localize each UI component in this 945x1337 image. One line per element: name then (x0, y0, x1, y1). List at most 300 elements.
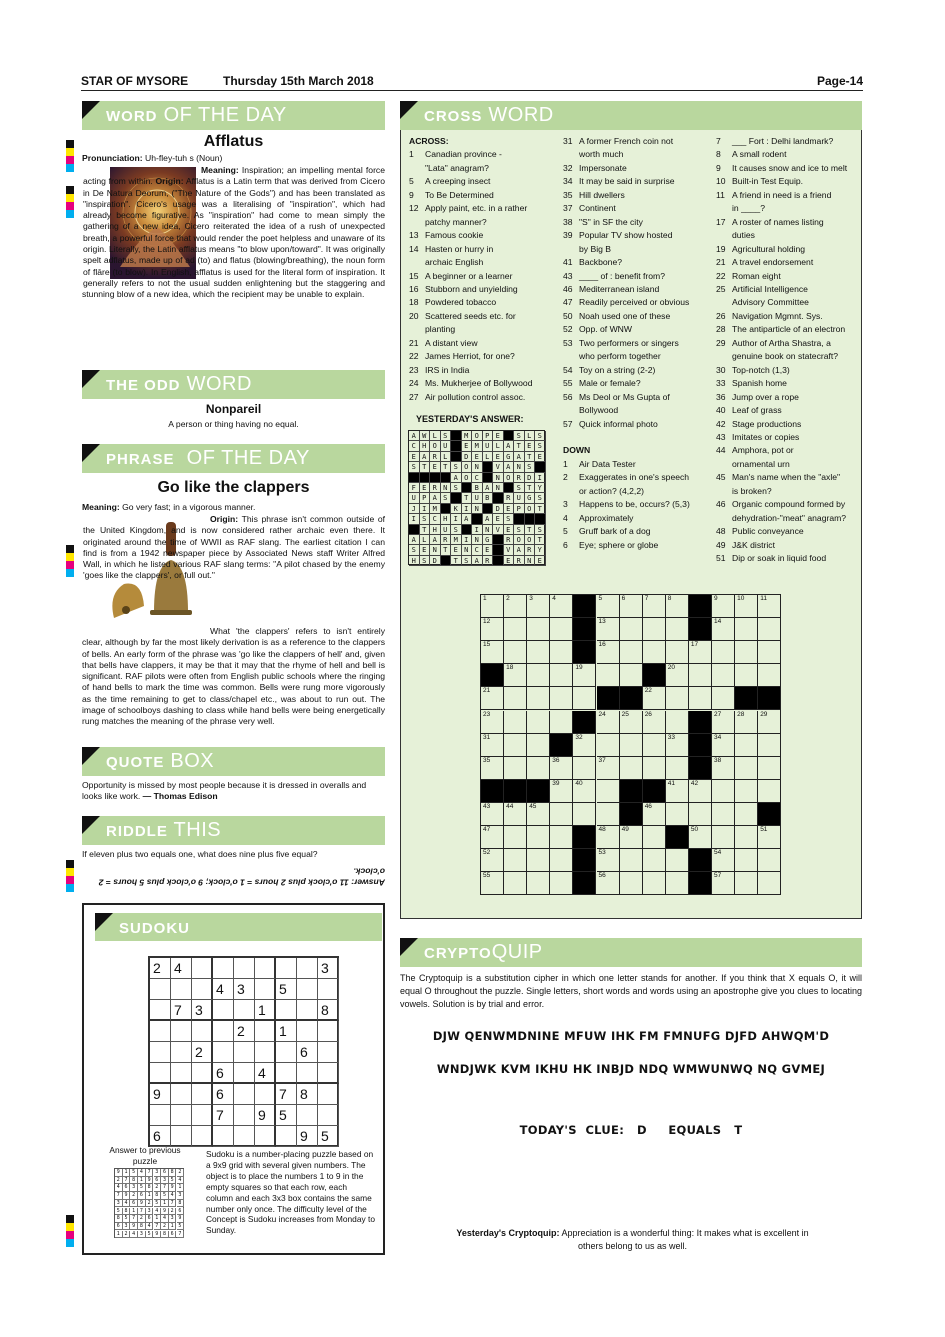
crossword-cell[interactable]: 27 (712, 711, 735, 734)
sudoku-cell[interactable] (234, 1126, 255, 1147)
crossword-cell[interactable] (527, 872, 550, 895)
crossword-cell[interactable]: 37 (597, 757, 620, 780)
sudoku-cell[interactable] (150, 1021, 171, 1042)
crossword-cell[interactable] (504, 687, 527, 710)
clue-text: Exaggerates in one's speech (579, 472, 690, 483)
crossword-cell[interactable] (735, 780, 758, 803)
mini-cell: 8 (130, 1177, 138, 1185)
crossword-cell[interactable] (758, 664, 781, 687)
sudoku-cell[interactable] (213, 1126, 234, 1147)
sudoku-cell[interactable] (150, 1105, 171, 1126)
mini-cell: 6 (169, 1231, 177, 1239)
crossword-cell[interactable] (504, 757, 527, 780)
crossword-cell[interactable] (735, 872, 758, 895)
crossword-cell[interactable]: 51 (758, 826, 781, 849)
sudoku-cell[interactable]: 8 (297, 1084, 318, 1105)
answer-cell: N (525, 556, 536, 566)
answer-cell: T (535, 504, 546, 514)
crossword-cell[interactable] (712, 826, 735, 849)
crossword-cell[interactable] (712, 803, 735, 826)
sudoku-cell[interactable]: 7 (171, 1000, 192, 1021)
crossword-cell[interactable] (550, 641, 573, 664)
crossword-cell[interactable]: 1 (481, 595, 504, 618)
sudoku-cell[interactable] (297, 1063, 318, 1084)
crossword-cell[interactable] (527, 687, 550, 710)
sudoku-cell[interactable]: 4 (171, 958, 192, 979)
crossword-cell[interactable] (735, 734, 758, 757)
sudoku-cell[interactable]: 6 (150, 1126, 171, 1147)
crossword-cell[interactable] (643, 757, 666, 780)
clue-text: Roman eight (732, 270, 781, 281)
clue-number: 17 (716, 216, 726, 227)
sudoku-cell[interactable] (171, 1126, 192, 1147)
sudoku-cell[interactable] (318, 1084, 339, 1105)
answer-cell: S (514, 525, 525, 535)
clue-number: 44 (716, 445, 726, 456)
crossword-cell[interactable] (689, 803, 712, 826)
clue-number: 23 (409, 364, 419, 375)
crossword-cell[interactable]: 47 (481, 826, 504, 849)
sudoku-cell[interactable]: 6 (297, 1042, 318, 1063)
sudoku-cell[interactable]: 5 (276, 979, 297, 1000)
sudoku-cell[interactable]: 4 (213, 979, 234, 1000)
crossword-cell[interactable] (527, 618, 550, 641)
crossword-cell[interactable] (666, 711, 689, 734)
crossword-cell[interactable]: 13 (597, 618, 620, 641)
crossword-cell[interactable]: 26 (643, 711, 666, 734)
crossword-cell[interactable] (758, 780, 781, 803)
sudoku-cell[interactable] (276, 1126, 297, 1147)
crossword-cell[interactable]: 8 (666, 595, 689, 618)
crossword-cell[interactable]: 10 (735, 595, 758, 618)
crossword-cell[interactable] (758, 872, 781, 895)
crossword-cell[interactable]: 40 (573, 780, 596, 803)
crossword-cell[interactable]: 45 (527, 803, 550, 826)
sudoku-cell[interactable] (276, 1042, 297, 1063)
sudoku-cell[interactable] (234, 1000, 255, 1021)
mini-cell: 7 (130, 1215, 138, 1223)
clue-item (563, 404, 713, 417)
crossword-cell[interactable] (597, 803, 620, 826)
answer-cell: M (462, 431, 473, 441)
crossword-cell[interactable] (758, 734, 781, 757)
sudoku-cell[interactable] (318, 1105, 339, 1126)
sudoku-cell[interactable]: 9 (297, 1126, 318, 1147)
crossword-cell[interactable]: 24 (597, 711, 620, 734)
clue-text: Artificial Intelligence (732, 283, 808, 294)
sudoku-cell[interactable] (192, 1105, 213, 1126)
crossword-cell[interactable] (666, 849, 689, 872)
crossword-cell[interactable] (527, 826, 550, 849)
answer-cell: L (493, 441, 504, 451)
sudoku-cell[interactable]: 8 (318, 1000, 339, 1021)
answer-cell: A (483, 514, 494, 524)
sudoku-cell[interactable] (255, 979, 276, 1000)
crossword-cell[interactable]: 55 (481, 872, 504, 895)
answer-cell: T (441, 545, 452, 555)
mini-cell: 4 (138, 1169, 146, 1177)
sudoku-cell[interactable] (150, 979, 171, 1000)
crossword-cell[interactable] (550, 803, 573, 826)
crossword-cell[interactable] (758, 641, 781, 664)
crossword-cell[interactable] (643, 734, 666, 757)
crossword-cell[interactable] (504, 734, 527, 757)
sudoku-cell[interactable]: 2 (150, 958, 171, 979)
crossword-cell[interactable]: 48 (597, 826, 620, 849)
sudoku-cell[interactable]: 5 (276, 1105, 297, 1126)
crossword-cell[interactable] (504, 826, 527, 849)
crossword-cell[interactable] (666, 618, 689, 641)
crossword-cell[interactable]: 22 (643, 687, 666, 710)
crossword-cell[interactable]: 31 (481, 734, 504, 757)
clue-text: It causes snow and ice to melt (732, 162, 848, 173)
crossword-block (689, 618, 712, 641)
mini-cell: 8 (154, 1192, 162, 1200)
sudoku-cell[interactable] (171, 1084, 192, 1105)
sudoku-cell[interactable]: 4 (255, 1063, 276, 1084)
crossword-cell[interactable] (643, 849, 666, 872)
crossword-cell[interactable]: 33 (666, 734, 689, 757)
crossword-cell[interactable] (550, 711, 573, 734)
sudoku-cell[interactable]: 2 (234, 1021, 255, 1042)
sudoku-cell[interactable] (171, 1063, 192, 1084)
crossword-cell[interactable]: 41 (666, 780, 689, 803)
clue-item (716, 296, 861, 309)
sudoku-cell[interactable] (192, 1126, 213, 1147)
sudoku-cell[interactable] (213, 1021, 234, 1042)
clue-item (716, 552, 861, 565)
sudoku-cell[interactable] (234, 1105, 255, 1126)
sudoku-cell[interactable]: 3 (234, 979, 255, 1000)
crossword-cell[interactable] (666, 641, 689, 664)
sudoku-cell[interactable] (234, 1042, 255, 1063)
sudoku-cell[interactable]: 1 (276, 1021, 297, 1042)
clue-text: Male or female? (579, 378, 641, 389)
sudoku-cell[interactable] (297, 979, 318, 1000)
crossword-cell[interactable] (643, 618, 666, 641)
crossword-cell[interactable]: 20 (666, 664, 689, 687)
clue-number: 15 (409, 270, 419, 281)
crossword-cell[interactable] (643, 826, 666, 849)
sudoku-cell[interactable]: 9 (255, 1105, 276, 1126)
crossword-cell[interactable]: 50 (689, 826, 712, 849)
crossword-cell[interactable] (712, 664, 735, 687)
crossword-cell[interactable] (550, 687, 573, 710)
mini-cell: 9 (154, 1231, 162, 1239)
crossword-block (573, 826, 596, 849)
clue-number: 54 (563, 364, 573, 375)
crossword-cell[interactable]: 23 (481, 711, 504, 734)
crossword-cell[interactable]: 21 (481, 687, 504, 710)
crossword-cell[interactable] (735, 641, 758, 664)
crossword-cell[interactable]: 11 (758, 595, 781, 618)
crossword-cell[interactable]: 54 (712, 849, 735, 872)
crossword-cell[interactable] (758, 849, 781, 872)
clue-text: A travel endorsement (732, 257, 814, 268)
crossword-cell[interactable] (666, 757, 689, 780)
sudoku-cell[interactable] (297, 1105, 318, 1126)
crossword-block (504, 780, 527, 803)
crossword-cell[interactable] (620, 618, 643, 641)
answer-cell: U (514, 493, 525, 503)
sudoku-cell[interactable] (318, 1042, 339, 1063)
crossword-cell[interactable]: 25 (620, 711, 643, 734)
crossword-cell[interactable] (666, 803, 689, 826)
crossword-cell[interactable] (712, 641, 735, 664)
crossword-cell[interactable] (689, 687, 712, 710)
answer-cell (514, 514, 525, 524)
sudoku-cell[interactable]: 7 (276, 1084, 297, 1105)
sudoku-cell[interactable] (276, 1063, 297, 1084)
clue-number: 53 (563, 337, 573, 348)
mini-cell: 1 (115, 1231, 123, 1239)
sudoku-cell[interactable] (297, 1000, 318, 1021)
crossword-cell[interactable] (504, 849, 527, 872)
answer-cell: D (430, 556, 441, 566)
clue-item (409, 323, 559, 336)
answer-cell: E (525, 441, 536, 451)
clue-item (716, 471, 861, 484)
crossword-cell[interactable]: 42 (689, 780, 712, 803)
mini-cell: 8 (177, 1200, 185, 1208)
clue-item (563, 525, 713, 538)
crossword-cell[interactable] (504, 641, 527, 664)
crossword-cell[interactable]: 43 (481, 803, 504, 826)
mini-cell: 9 (169, 1184, 177, 1192)
sudoku-cell[interactable]: 5 (318, 1126, 339, 1147)
sudoku-cell[interactable] (318, 1063, 339, 1084)
clue-number: 2 (563, 472, 568, 483)
crossword-cell[interactable] (735, 664, 758, 687)
crossword-cell[interactable] (573, 687, 596, 710)
crossword-cell[interactable]: 16 (597, 641, 620, 664)
crossword-block (573, 711, 596, 734)
clue-number: 41 (563, 257, 573, 268)
crossword-cell[interactable] (666, 872, 689, 895)
sudoku-cell[interactable] (276, 1000, 297, 1021)
crossword-cell[interactable] (550, 872, 573, 895)
answer-cell: I (472, 525, 483, 535)
sudoku-cell[interactable] (318, 1021, 339, 1042)
sudoku-cell[interactable]: 2 (192, 1042, 213, 1063)
crossword-cell[interactable] (504, 872, 527, 895)
crossword-grid[interactable] (480, 594, 781, 895)
sudoku-cell[interactable] (150, 1042, 171, 1063)
crossword-cell[interactable]: 39 (550, 780, 573, 803)
clue-item (716, 539, 861, 552)
clue-text: duties (732, 230, 755, 241)
crossword-cell[interactable]: 49 (620, 826, 643, 849)
sudoku-cell[interactable] (213, 958, 234, 979)
crossword-cell[interactable] (735, 757, 758, 780)
crossword-cell[interactable] (527, 711, 550, 734)
sudoku-cell[interactable] (255, 1084, 276, 1105)
sudoku-cell[interactable] (234, 958, 255, 979)
crossword-cell[interactable]: 32 (573, 734, 596, 757)
crossword-cell[interactable]: 34 (712, 734, 735, 757)
crossword-cell[interactable] (620, 757, 643, 780)
crossword-cell[interactable] (689, 664, 712, 687)
sudoku-cell[interactable] (171, 1105, 192, 1126)
sudoku-cell[interactable] (192, 1021, 213, 1042)
clue-item (563, 458, 713, 471)
crossword-cell[interactable] (643, 872, 666, 895)
mini-cell: 2 (138, 1215, 146, 1223)
crossword-cell[interactable]: 36 (550, 757, 573, 780)
crossword-cell[interactable]: 28 (735, 711, 758, 734)
crossword-cell[interactable] (527, 664, 550, 687)
crossword-cell[interactable]: 15 (481, 641, 504, 664)
sudoku-cell[interactable] (318, 979, 339, 1000)
mini-cell: 2 (169, 1208, 177, 1216)
crossword-cell[interactable] (712, 780, 735, 803)
crossword-cell[interactable] (758, 757, 781, 780)
crossword-cell[interactable] (712, 687, 735, 710)
sudoku-cell[interactable]: 6 (213, 1063, 234, 1084)
mini-cell: 9 (146, 1177, 154, 1185)
crossword-cell[interactable]: 29 (758, 711, 781, 734)
clue-number: 42 (716, 418, 726, 429)
answer-cell: R (525, 545, 536, 555)
answer-cell: E (504, 525, 515, 535)
crossword-cell[interactable] (550, 618, 573, 641)
sudoku-cell[interactable] (297, 1021, 318, 1042)
crossword-cell[interactable]: 18 (504, 664, 527, 687)
answer-cell: N (472, 462, 483, 472)
sudoku-cell[interactable]: 7 (213, 1105, 234, 1126)
crossword-cell[interactable]: 19 (573, 664, 596, 687)
crossword-block (620, 687, 643, 710)
crossword-cell[interactable]: 38 (712, 757, 735, 780)
answer-cell: T (420, 462, 431, 472)
crossword-cell[interactable]: 2 (504, 595, 527, 618)
sudoku-cell[interactable] (150, 1000, 171, 1021)
crossword-cell[interactable]: 44 (504, 803, 527, 826)
clue-item (716, 202, 861, 215)
crossword-cell[interactable] (735, 849, 758, 872)
sudoku-cell[interactable] (213, 1042, 234, 1063)
clue-number: 4 (563, 512, 568, 523)
mini-cell: 3 (130, 1184, 138, 1192)
sudoku-cell[interactable] (213, 1000, 234, 1021)
sudoku-cell[interactable] (192, 1084, 213, 1105)
crossword-cell[interactable]: 7 (643, 595, 666, 618)
crossword-cell[interactable] (504, 618, 527, 641)
answer-cell: T (535, 535, 546, 545)
clue-text: Hill dwellers (579, 189, 625, 200)
sudoku-grid[interactable] (148, 956, 339, 1147)
cryptoquip-line-2: WNDJWK KVM IKHU HK INBJD NDQ WMWUNWQ NQ GVMEJ (436, 1062, 826, 1076)
crossword-cell[interactable] (573, 757, 596, 780)
sudoku-cell[interactable] (255, 958, 276, 979)
crossword-cell[interactable]: 52 (481, 849, 504, 872)
crossword-cell[interactable]: 35 (481, 757, 504, 780)
crossword-cell[interactable] (620, 872, 643, 895)
crossword-cell[interactable] (527, 641, 550, 664)
sudoku-cell[interactable]: 3 (318, 958, 339, 979)
sudoku-cell[interactable] (171, 979, 192, 1000)
crossword-cell[interactable] (550, 849, 573, 872)
sudoku-cell[interactable] (234, 1063, 255, 1084)
crossword-cell[interactable] (527, 757, 550, 780)
crossword-cell[interactable]: 6 (620, 595, 643, 618)
crossword-cell[interactable]: 46 (643, 803, 666, 826)
crossword-cell[interactable]: 3 (527, 595, 550, 618)
sudoku-cell[interactable] (255, 1042, 276, 1063)
answer-cell: I (462, 504, 473, 514)
sudoku-cell[interactable] (192, 958, 213, 979)
sudoku-cell[interactable] (276, 958, 297, 979)
todays-clue: TODAY'S CLUE: D EQUALS T (519, 1123, 743, 1137)
sudoku-cell[interactable] (192, 1063, 213, 1084)
sudoku-description: Sudoku is a number-placing puzzle based on a 9x9 grid with several given numbers. The object is to place the numbers 1 to 9 in the empty squares so that each row, each column and each 3x3 box contains the same number only once. The difficulty level of the Concept is Sudoku increases from Monday to Sunday. (206, 1149, 375, 1236)
crossword-cell[interactable]: 4 (550, 595, 573, 618)
crossword-cell[interactable] (620, 849, 643, 872)
crossword-cell[interactable]: 5 (597, 595, 620, 618)
mini-cell: 3 (169, 1215, 177, 1223)
sudoku-cell[interactable] (171, 1021, 192, 1042)
crossword-cell[interactable]: 17 (689, 641, 712, 664)
sudoku-cell[interactable] (171, 1042, 192, 1063)
crossword-cell[interactable] (643, 641, 666, 664)
answer-cell: L (483, 452, 494, 462)
crossword-cell[interactable]: 12 (481, 618, 504, 641)
answer-cell: E (493, 431, 504, 441)
crossword-cell[interactable] (620, 641, 643, 664)
crossword-cell[interactable] (597, 780, 620, 803)
clue-text: Hasten or hurry in (425, 243, 494, 254)
sudoku-cell[interactable] (297, 958, 318, 979)
sudoku-cell[interactable] (255, 1126, 276, 1147)
yesterday-crossword-answer (408, 430, 545, 565)
clue-text: genuine book on statecraft? (732, 351, 839, 362)
sudoku-cell[interactable] (192, 979, 213, 1000)
sudoku-cell[interactable]: 6 (213, 1084, 234, 1105)
answer-cell (451, 431, 462, 441)
crossword-cell[interactable] (527, 849, 550, 872)
crossword-cell[interactable] (597, 734, 620, 757)
sudoku-cell[interactable] (234, 1084, 255, 1105)
sudoku-cell[interactable] (255, 1021, 276, 1042)
answer-cell: E (493, 514, 504, 524)
crossword-cell[interactable] (504, 711, 527, 734)
crossword-cell[interactable]: 14 (712, 618, 735, 641)
sudoku-cell[interactable]: 1 (255, 1000, 276, 1021)
sudoku-cell[interactable]: 9 (150, 1084, 171, 1105)
crossword-cell[interactable] (758, 618, 781, 641)
crossword-cell[interactable]: 56 (597, 872, 620, 895)
sudoku-cell[interactable]: 3 (192, 1000, 213, 1021)
sudoku-cell[interactable] (150, 1063, 171, 1084)
crossword-cell[interactable]: 9 (712, 595, 735, 618)
crossword-cell[interactable] (620, 664, 643, 687)
crossword-cell[interactable] (620, 734, 643, 757)
crossword-cell[interactable] (550, 826, 573, 849)
crossword-cell[interactable]: 57 (712, 872, 735, 895)
crossword-cell[interactable] (597, 664, 620, 687)
clue-number: 50 (563, 310, 573, 321)
crossword-cell[interactable] (550, 664, 573, 687)
answer-cell (472, 514, 483, 524)
crossword-cell[interactable] (735, 618, 758, 641)
crossword-cell[interactable] (735, 826, 758, 849)
crossword-cell[interactable] (666, 687, 689, 710)
crossword-cell[interactable] (735, 803, 758, 826)
crossword-cell[interactable] (527, 734, 550, 757)
crossword-cell[interactable] (573, 803, 596, 826)
answer-cell: E (535, 556, 546, 566)
crossword-cell[interactable]: 53 (597, 849, 620, 872)
